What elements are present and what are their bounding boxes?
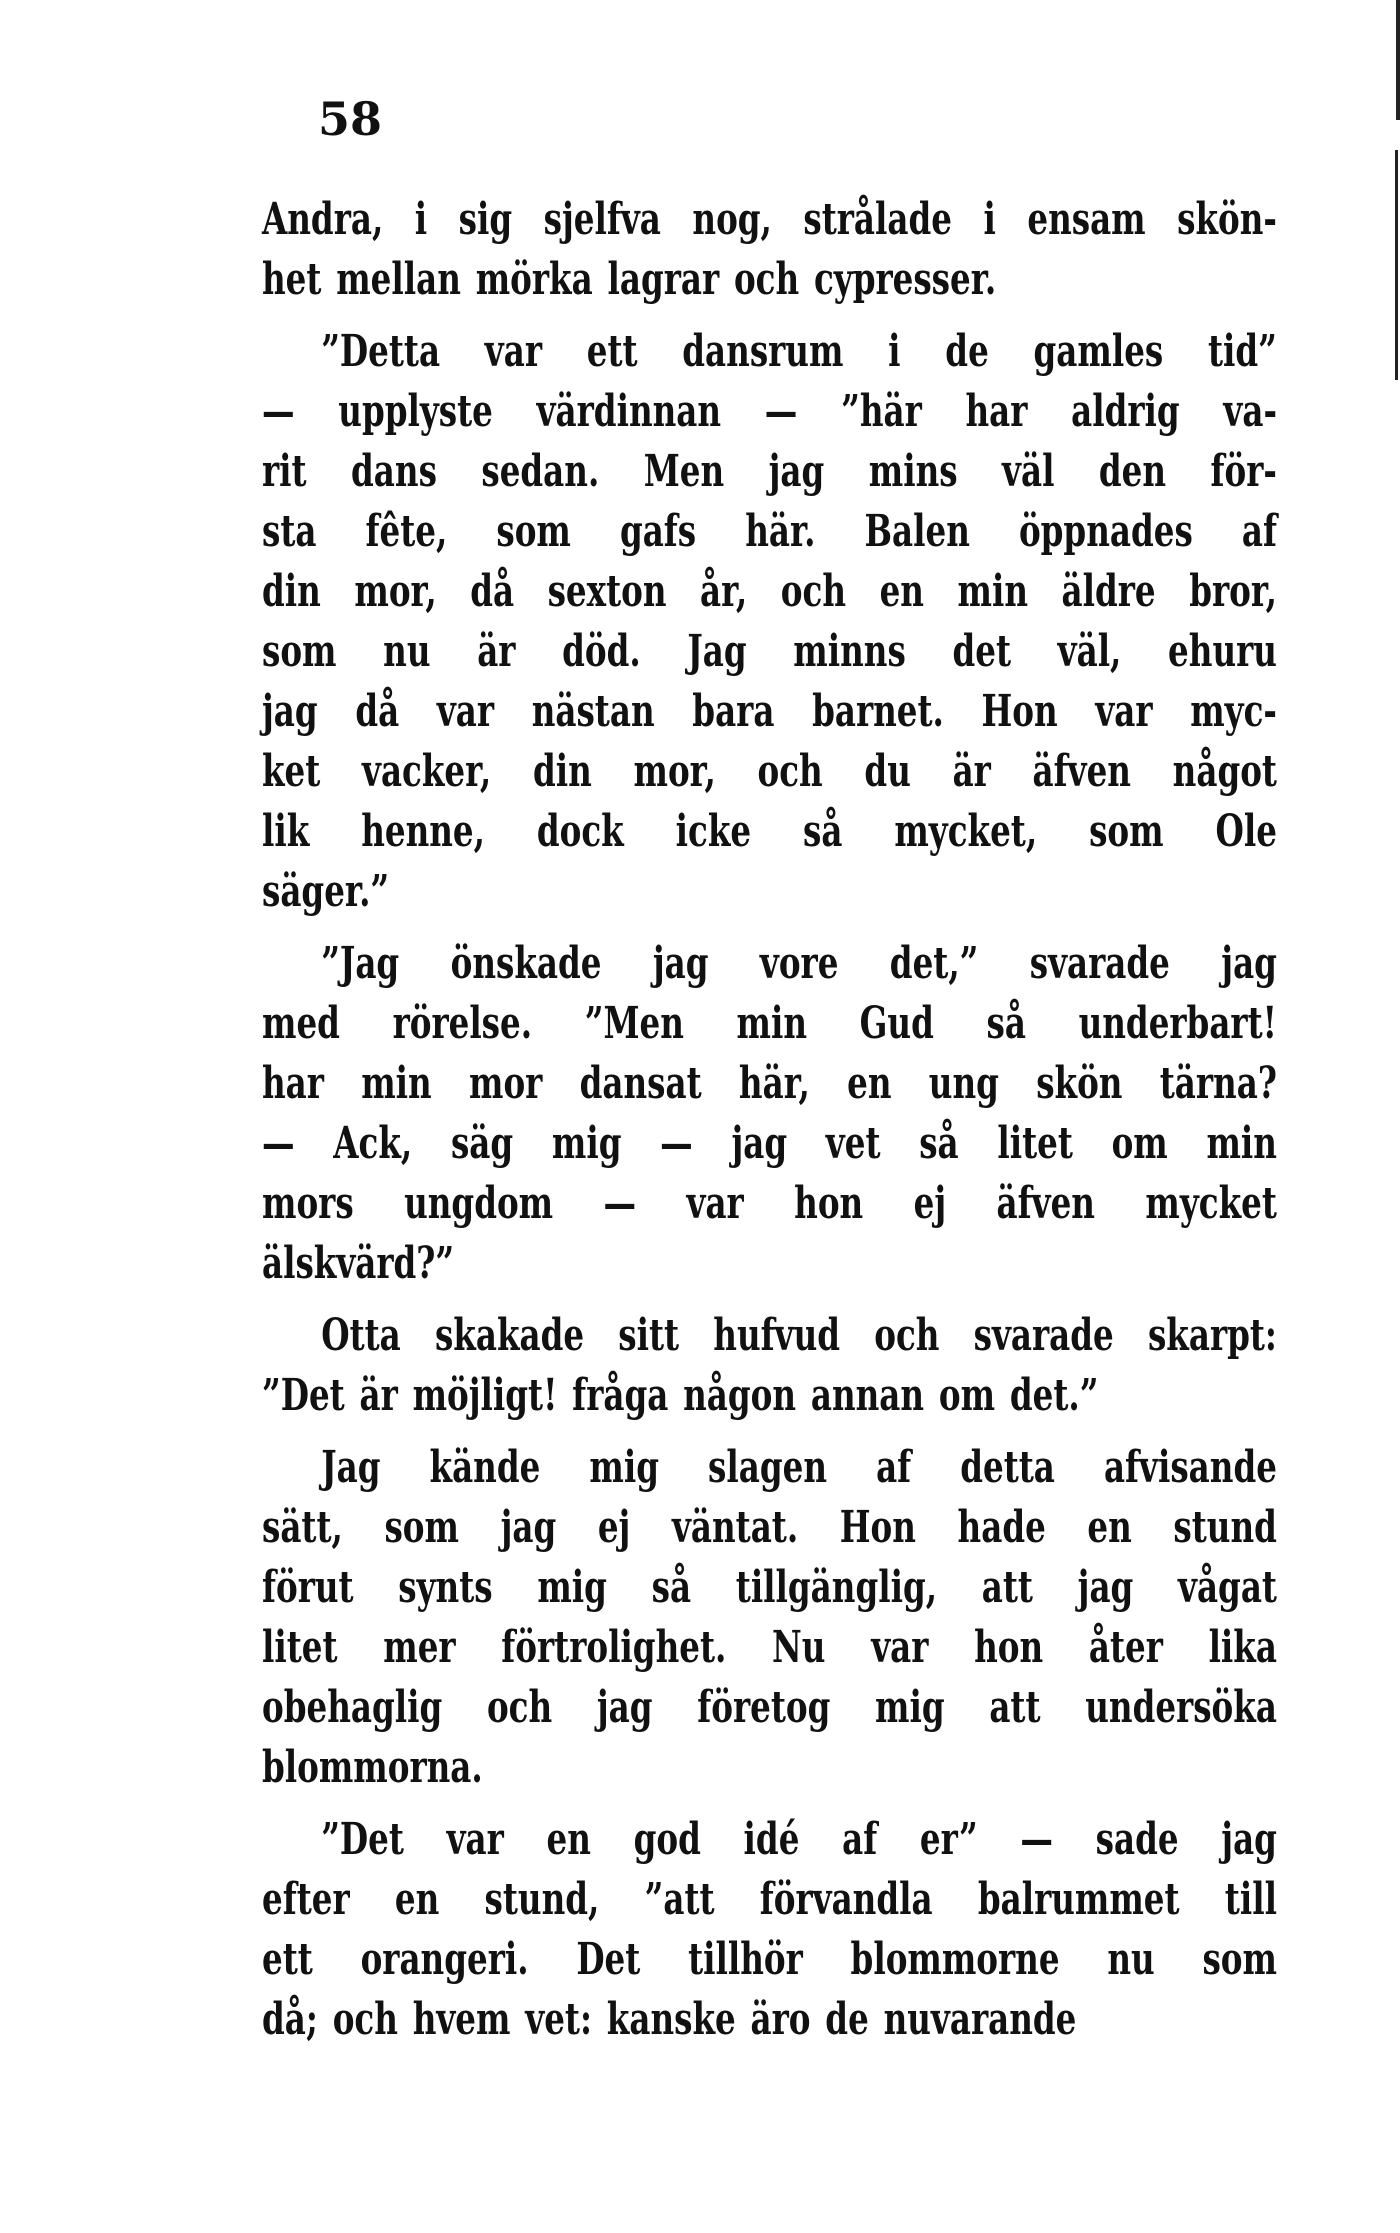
text-line: lik henne, dock icke så mycket, som Ole [262, 806, 1277, 857]
text-line: ett orangeri. Det tillhör blommorne nu som [262, 1934, 1277, 1985]
body-text [262, 190, 1278, 2050]
text-line: ket vacker, din mor, och du är äfven något [262, 746, 1277, 797]
text-line: obehaglig och jag företog mig att undersöka [262, 1682, 1277, 1733]
text-line: blommorna. [262, 1742, 483, 1793]
text-line: sta fête, som gafs här. Balen öppnades af [262, 506, 1277, 557]
text-line: sätt, som jag ej väntat. Hon hade en stund [262, 1502, 1277, 1553]
text-line: ”Jag önskade jag vore det,” svarade jag [321, 938, 1277, 989]
paragraph-gap [262, 310, 1278, 322]
text-line: förut synts mig så tillgänglig, att jag vågat [262, 1562, 1277, 1613]
text-line: ”Det är möjligt! fråga någon annan om det.” [262, 1370, 1099, 1421]
text-line: ”Det var en god idé af er” — sade jag [321, 1814, 1277, 1865]
text-line: het mellan mörka lagrar och cypresser. [262, 254, 997, 305]
text-line: har min mor dansat här, en ung skön tärna? [262, 1058, 1277, 1109]
text-line: ”Detta var ett dansrum i de gamles tid” [321, 326, 1277, 377]
page-edge-mark [1395, 150, 1398, 380]
paragraph-gap [262, 1426, 1278, 1438]
text-line: som nu är död. Jag minns det väl, ehuru [262, 626, 1277, 677]
text-line: — Ack, säg mig — jag vet så litet om min [262, 1118, 1277, 1169]
text-line: jag då var nästan bara barnet. Hon var myc- [262, 686, 1277, 737]
page-edge-mark [1396, 0, 1400, 120]
text-line: din mor, då sexton år, och en min äldre bror, [262, 566, 1277, 617]
text-line: säger.” [262, 866, 390, 917]
text-line: då; och hvem vet: kanske äro de nuvarande [262, 1994, 1077, 2045]
text-line: — upplyste värdinnan — ”här har aldrig va- [262, 386, 1277, 437]
text-line: mors ungdom — var hon ej äfven mycket [262, 1178, 1277, 1229]
text-line: efter en stund, ”att förvandla balrummet till [262, 1874, 1277, 1925]
paragraph-gap [262, 1798, 1278, 1810]
text-line: Otta skakade sitt hufvud och svarade skarpt: [321, 1310, 1277, 1361]
text-line: med rörelse. ”Men min Gud så underbart! [262, 998, 1277, 1049]
paragraph-gap [262, 1294, 1278, 1306]
text-line: litet mer förtrolighet. Nu var hon åter lika [262, 1622, 1277, 1673]
page-number: 58 [318, 92, 383, 146]
text-line: Andra, i sig sjelfva nog, strålade i ensam skön- [262, 194, 1277, 245]
text-line: Jag kände mig slagen af detta afvisande [321, 1442, 1277, 1493]
paragraph-gap [262, 922, 1278, 934]
text-line: älskvärd?” [262, 1238, 455, 1289]
text-line: rit dans sedan. Men jag mins väl den för- [262, 446, 1277, 497]
